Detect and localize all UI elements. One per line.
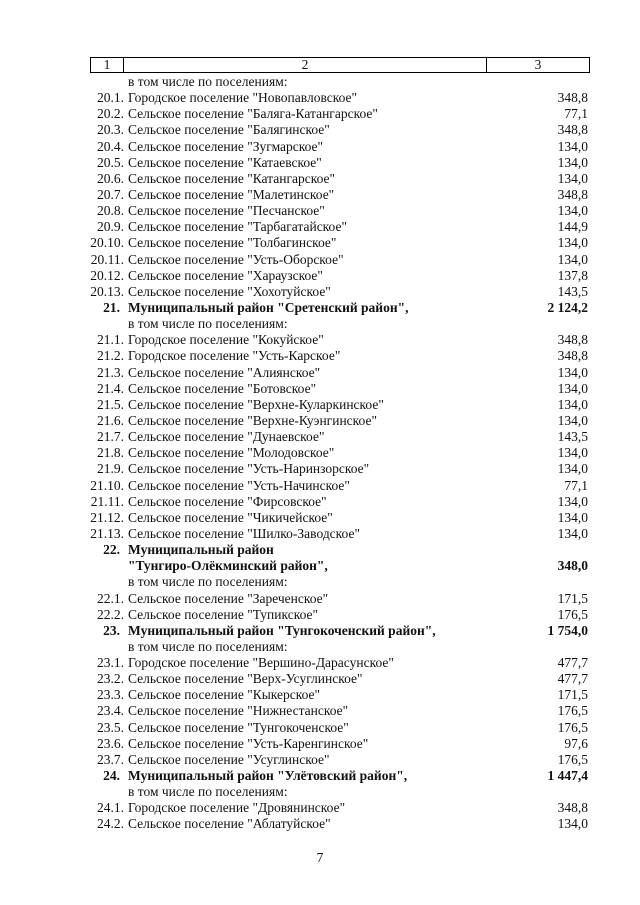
table-row [0,187,640,203]
row-number: 20.6. [97,170,124,186]
table-row [0,445,640,461]
row-name: Сельское поселение "Зареченское" [128,590,329,606]
table-row [0,720,640,736]
row-name: Сельское поселение "Нижнестанское" [128,703,349,719]
row-name: Сельское поселение "Верх-Усуглинское" [128,671,363,687]
row-value: 1 447,4 [547,768,588,784]
row-name: Сельское поселение "Молодовское" [128,445,335,461]
row-value: 77,1 [564,477,588,493]
row-name: Муниципальный район "Тунгокоченский район", [128,622,436,638]
table-row [0,526,640,542]
row-number: 24.1. [97,800,124,816]
row-value: 176,5 [557,751,588,767]
table-row [0,687,640,703]
row-name: Сельское поселение "Зугмарское" [128,138,324,154]
table-row [0,607,640,623]
row-number: 21. [103,299,120,315]
table-row [0,671,640,687]
table-row [0,413,640,429]
row-name: Сельское поселение "Дунаевское" [128,429,325,445]
table-row [0,768,640,784]
table-header [90,57,590,73]
row-name: "Тунгиро-Олёкминский район", [128,558,328,574]
row-name: Сельское поселение "Усуглинское" [128,751,330,767]
row-number: 23.6. [97,735,124,751]
row-number: 21.12. [90,509,124,525]
row-name: Сельское поселение "Усть-Каренгинское" [128,735,369,751]
table-row [0,591,640,607]
table-row [0,106,640,122]
row-number: 23.3. [97,687,124,703]
row-number: 20.5. [97,154,124,170]
table-row [0,510,640,526]
row-name: Муниципальный район "Улётовский район", [128,768,408,784]
row-number: 21.11. [90,493,124,509]
row-number: 21.4. [97,380,124,396]
row-number: 21.3. [97,364,124,380]
row-value: 143,5 [557,283,588,299]
row-name: Сельское поселение "Песчанское" [128,203,325,219]
row-value: 176,5 [557,606,588,622]
row-name: Сельское поселение "Тунгокоченское" [128,719,349,735]
table-row [0,784,640,800]
row-value: 134,0 [557,203,588,219]
row-number: 21.7. [97,429,124,445]
row-value: 77,1 [564,106,588,122]
row-number: 20.11. [90,251,124,267]
row-name: Сельское поселение "Чикичейское" [128,509,333,525]
table-row [0,219,640,235]
row-name: Городское поселение "Кокуйское" [128,332,324,348]
row-name: Сельское поселение "Кыкерское" [128,687,321,703]
row-name: Сельское поселение "Катангарское" [128,170,336,186]
row-value: 134,0 [557,154,588,170]
row-number: 21.13. [90,525,124,541]
table-row [0,736,640,752]
row-name: Сельское поселение "Верхне-Куэнгинское" [128,412,377,428]
row-number: 23.7. [97,751,124,767]
table-row [0,139,640,155]
row-name: Сельское поселение "Ботовское" [128,380,317,396]
row-value: 477,7 [557,671,588,687]
table-row [0,252,640,268]
row-value: 134,0 [557,138,588,154]
table-row [0,203,640,219]
table-row [0,574,640,590]
table-row [0,494,640,510]
row-number: 23.5. [97,719,124,735]
table-row [0,542,640,558]
row-value: 134,0 [557,235,588,251]
table-row [0,235,640,251]
table-row [0,381,640,397]
row-value: 477,7 [557,655,588,671]
row-name: Сельское поселение "Катаевское" [128,154,322,170]
row-number: 20.3. [97,122,124,138]
table-row [0,171,640,187]
row-number: 23.1. [97,655,124,671]
row-name: Сельское поселение "Алиянское" [128,364,321,380]
row-number: 20.1. [97,90,124,106]
row-number: 21.2. [97,348,124,364]
row-name: Сельское поселение "Тарбагатайское" [128,219,347,235]
row-number: 23.2. [97,671,124,687]
row-name: Муниципальный район [128,542,274,558]
row-name: в том числе по поселениям: [128,574,288,590]
row-number: 20.7. [97,186,124,202]
row-value: 348,8 [557,348,588,364]
row-value: 348,8 [557,332,588,348]
table-row [0,397,640,413]
header-col-1: 1 [91,58,124,72]
row-number: 21.1. [97,332,124,348]
row-value: 176,5 [557,719,588,735]
row-number: 23. [103,622,120,638]
row-name: Сельское поселение "Шилко-Заводское" [128,525,360,541]
table-row [0,558,640,574]
table-row [0,316,640,332]
table-row [0,90,640,106]
row-name: Сельское поселение "Тупикское" [128,606,318,622]
table-row [0,300,640,316]
row-name: Сельское поселение "Толбагинское" [128,235,337,251]
table-row [0,155,640,171]
row-value: 348,8 [557,90,588,106]
row-value: 134,0 [557,509,588,525]
table-row [0,655,640,671]
row-name: в том числе по поселениям: [128,638,288,654]
row-name: Городское поселение "Дровянинское" [128,800,346,816]
row-name: Городское поселение "Вершино-Дарасунское" [128,655,394,671]
row-number: 24.2. [97,816,124,832]
row-name: Сельское поселение "Аблатуйское" [128,816,331,832]
row-number: 22. [103,542,120,558]
row-number: 20.13. [90,283,124,299]
row-value: 134,0 [557,445,588,461]
row-number: 20.9. [97,219,124,235]
row-value: 134,0 [557,412,588,428]
row-number: 21.9. [97,461,124,477]
row-value: 2 124,2 [547,299,588,315]
row-value: 1 754,0 [547,622,588,638]
row-value: 134,0 [557,461,588,477]
row-number: 22.1. [97,590,124,606]
row-value: 171,5 [557,687,588,703]
table-row [0,74,640,90]
row-number: 23.4. [97,703,124,719]
row-name: Сельское поселение "Усть-Наринзорское" [128,461,370,477]
row-value: 134,0 [557,525,588,541]
row-name: Сельское поселение "Усть-Начинское" [128,477,350,493]
row-value: 134,0 [557,364,588,380]
row-value: 348,0 [557,558,588,574]
row-value: 134,0 [557,251,588,267]
row-name: Сельское поселение "Баляга-Катангарское" [128,106,378,122]
row-value: 137,8 [557,267,588,283]
table-row [0,348,640,364]
row-name: Сельское поселение "Усть-Оборское" [128,251,344,267]
table-row [0,461,640,477]
row-number: 20.8. [97,203,124,219]
table-row [0,365,640,381]
row-value: 134,0 [557,396,588,412]
table-row [0,429,640,445]
row-value: 348,8 [557,186,588,202]
row-name: Муниципальный район "Сретенский район", [128,299,409,315]
row-number: 21.6. [97,412,124,428]
row-number: 21.5. [97,396,124,412]
table-row [0,800,640,816]
table-row [0,284,640,300]
row-name: Сельское поселение "Балягинское" [128,122,330,138]
table-row [0,816,640,832]
header-col-3: 3 [534,57,542,72]
row-name: в том числе по поселениям: [128,784,288,800]
row-value: 134,0 [557,170,588,186]
row-name: Сельское поселение "Хохотуйское" [128,283,331,299]
row-name: в том числе по поселениям: [128,74,288,89]
row-number: 24. [103,768,120,784]
page-number: 7 [316,850,324,865]
table-row [0,268,640,284]
row-value: 348,8 [557,122,588,138]
row-number: 20.2. [97,106,124,122]
row-value: 134,0 [557,493,588,509]
table-row [0,703,640,719]
table-row [0,478,640,494]
row-value: 171,5 [557,590,588,606]
row-name: Сельское поселение "Фирсовское" [128,493,327,509]
row-name: Городское поселение "Усть-Карское" [128,348,341,364]
row-value: 134,0 [557,380,588,396]
row-number: 22.2. [97,606,124,622]
row-number: 21.10. [90,477,124,493]
table-row [0,623,640,639]
row-name: в том числе по поселениям: [128,316,288,332]
row-value: 144,9 [557,219,588,235]
table-body [0,74,640,833]
row-name: Сельское поселение "Хараузское" [128,267,323,283]
header-col-2: 2 [124,58,487,72]
row-value: 134,0 [557,816,588,832]
table-row [0,752,640,768]
row-value: 348,8 [557,800,588,816]
table-row [0,639,640,655]
row-name: Городское поселение "Новопавловское" [128,90,358,106]
row-name: Сельское поселение "Верхне-Куларкинское" [128,396,384,412]
row-number: 20.12. [90,267,124,283]
table-row [0,332,640,348]
row-value: 97,6 [564,735,588,751]
table-row [0,122,640,138]
row-number: 20.4. [97,138,124,154]
row-value: 143,5 [557,429,588,445]
row-name: Сельское поселение "Малетинское" [128,186,335,202]
row-number: 20.10. [90,235,124,251]
row-value: 176,5 [557,703,588,719]
row-number: 21.8. [97,445,124,461]
